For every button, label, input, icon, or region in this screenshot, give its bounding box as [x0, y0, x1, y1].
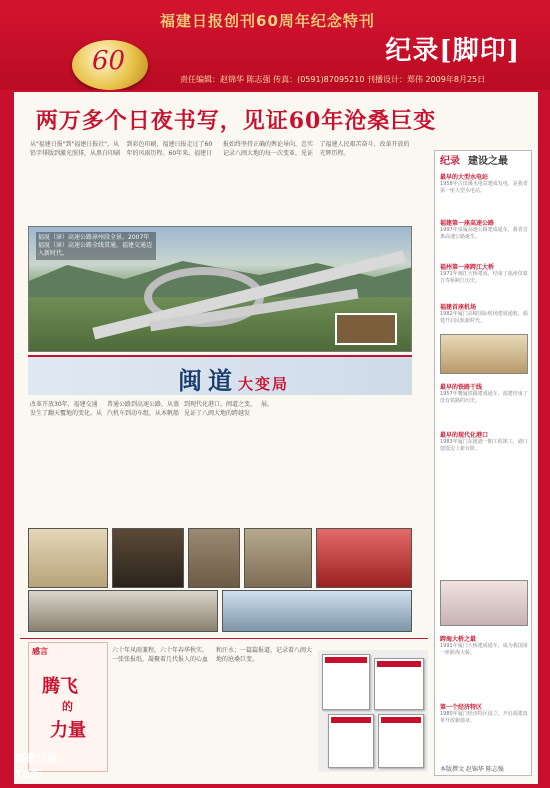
sidebar-item-heading: 最早的铁路干线: [440, 384, 483, 391]
sidebar-item-body: 1980年厦门经济特区设立，开启福建改革开放新篇章。: [440, 711, 528, 724]
feature-title-main: 闽道: [178, 366, 238, 395]
sidebar-item-heading: 最早的大型水电站: [440, 174, 489, 181]
special-edition-title: 福建日报创刊60周年纪念特刊: [160, 12, 375, 30]
page-headline: 两万多个日夜书写，见证60年沧桑巨变: [35, 108, 437, 134]
page-banner: [0, 0, 550, 90]
sidebar-item: [440, 382, 528, 405]
footer-logo: 福建日报: [14, 752, 58, 765]
sidebar-item: [440, 218, 528, 241]
sidebar-item-heading: 福州第一座跨江大桥: [440, 264, 495, 271]
feelings-line2: 的: [62, 700, 73, 713]
feelings-article: 六十年风雨兼程，六十年春华秋实。一张张报纸，凝聚着几代报人的心血和汗水；一篇篇报道，记录着八闽大地的沧桑巨变。: [112, 647, 312, 663]
sidebar-item-body: 1983年厦门东渡港一期工程竣工，港口建设迈上新台阶。: [440, 439, 528, 452]
historic-photo-train-window: [112, 528, 184, 588]
sidebar-item-body: 1958年古田溪水电站建成发电，是我省第一座大型水电站。: [440, 181, 528, 194]
sidebar-item: [440, 702, 528, 725]
feelings-line3: 力量: [50, 720, 86, 741]
sidebar-item: [440, 262, 528, 285]
page-number: T4版: [14, 768, 43, 782]
inset-photo: [335, 313, 397, 345]
sidebar-credit: 本版撰文 赵锦华 陈志强: [440, 766, 504, 773]
feature-banner: [28, 355, 412, 395]
sidebar-logo: 纪录: [440, 156, 460, 167]
sidebar-item-body: 1991年厦门大桥建成通车，成为我国第一座跨海大桥。: [440, 643, 528, 656]
newspaper-clip: [322, 654, 370, 710]
sidebar-item: [440, 302, 528, 325]
sidebar-item-heading: 最早的现代化港口: [440, 432, 489, 439]
sidebar-photo: [440, 580, 528, 626]
sidebar-photo: [440, 334, 528, 374]
bullet-train-photo: [222, 590, 412, 632]
sidebar-item-body: 1971年闽江大桥建成，结束了福州仅靠万寿桥跨江历史。: [440, 271, 528, 284]
intro-article: 从"福建日报"到"福建日报社"，从铅字排版到激光照排，从黑白印刷到彩色印刷，福建日报走过了60年的风雨历程。60年来，福建日报始终坚持正确的舆论导向，忠实记录八闽大地的每一次变革，见证了福建人民艰苦奋斗、改革开放的光辉历程。: [30, 141, 410, 157]
feelings-line1: 腾飞: [42, 676, 78, 697]
sidebar-item-body: 1997年泉厦高速公路建成通车，我省首条高速公路诞生。: [440, 227, 528, 240]
historic-photo-harbor: [244, 528, 312, 588]
sidebar-panel: [434, 150, 532, 776]
photo-caption: 福厦（漳）高速公路漳州段全景。2007年福厦（漳）高速公路全线贯通，福建交通迈入新时代。: [36, 232, 156, 260]
sidebar-item: [440, 430, 528, 453]
sidebar-item: [440, 634, 528, 657]
sidebar-item-heading: 第一个经济特区: [440, 704, 483, 711]
sidebar-item-body: 1982年厦门高崎国际机场建成通航，福建开启民航新时代。: [440, 311, 528, 324]
feature-article: 改革开放30年，福建交通发生了翻天覆地的变化。从普通公路到高速公路，从蒸汽机车到动车组，从木帆船到现代化港口，闽道之变，见证了八闽大地的跨越发展。: [30, 401, 274, 417]
modern-photo-port: [316, 528, 412, 588]
section-brand: 纪录[脚印]: [385, 36, 520, 66]
anniversary-coin-icon: [72, 40, 148, 90]
historic-photo-map: [28, 528, 108, 588]
section-divider: [20, 638, 428, 639]
newspaper-collage: [318, 650, 428, 772]
feature-title: [178, 361, 289, 396]
sidebar-item: [440, 172, 528, 195]
steam-train-photo: [28, 590, 218, 632]
editor-meta: 责任编辑：赵锦华 陈志强 传真：(0591)87095210 刊播设计：郑伟 2009年8月25日: [180, 75, 486, 84]
newspaper-clip: [378, 714, 424, 768]
sidebar-item-heading: 跨海大桥之最: [440, 636, 477, 643]
sidebar-item-body: 1957年鹰厦铁路建成通车，福建结束了没有铁路的历史。: [440, 391, 528, 404]
newspaper-clip: [328, 714, 374, 768]
sidebar-item-heading: 福建首座机场: [440, 304, 477, 311]
sidebar-title: 建设之最: [468, 156, 508, 167]
sidebar-item-heading: 福建第一座高速公路: [440, 220, 495, 227]
feature-subtitle: 大变局: [238, 375, 290, 393]
sidebar-header: [440, 152, 508, 167]
feelings-tag: 感言: [32, 647, 48, 656]
historic-photo-boat: [188, 528, 240, 588]
newspaper-clip: [374, 658, 424, 710]
coin-number: 60: [92, 46, 126, 76]
